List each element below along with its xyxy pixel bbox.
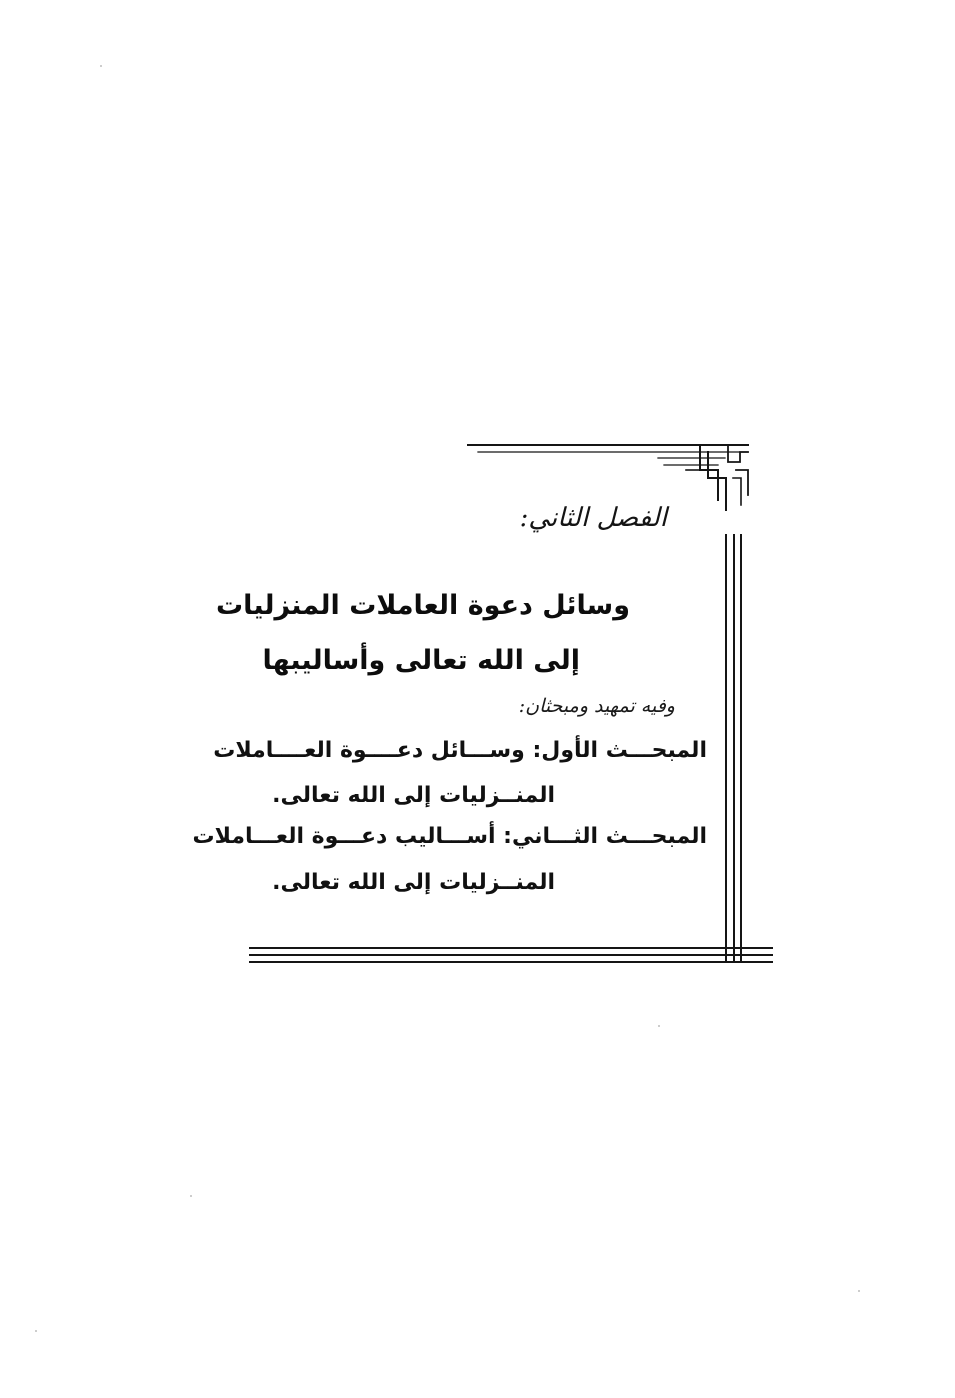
section-1-line2: المنــزليات إلى الله تعالى. <box>272 783 555 808</box>
chapter-label: الفصل الثاني: <box>519 503 667 533</box>
chapter-intro: وفيه تمهيد ومبحثان: <box>518 695 675 717</box>
section-2-line1: المبحـــث الثـــاني: أســـاليب دعـــوة العـــاملات <box>192 824 707 849</box>
chapter-title-line1: وسائل دعوة العاملات المنزليات <box>216 590 630 621</box>
chapter-title-line2: إلى الله تعالى وأساليبها <box>262 645 580 676</box>
section-1-line1: المبحـــث الأول: وســـائل دعــــوة العــــاملات <box>213 738 707 763</box>
section-2-line2: المنــزليات إلى الله تعالى. <box>272 870 555 895</box>
